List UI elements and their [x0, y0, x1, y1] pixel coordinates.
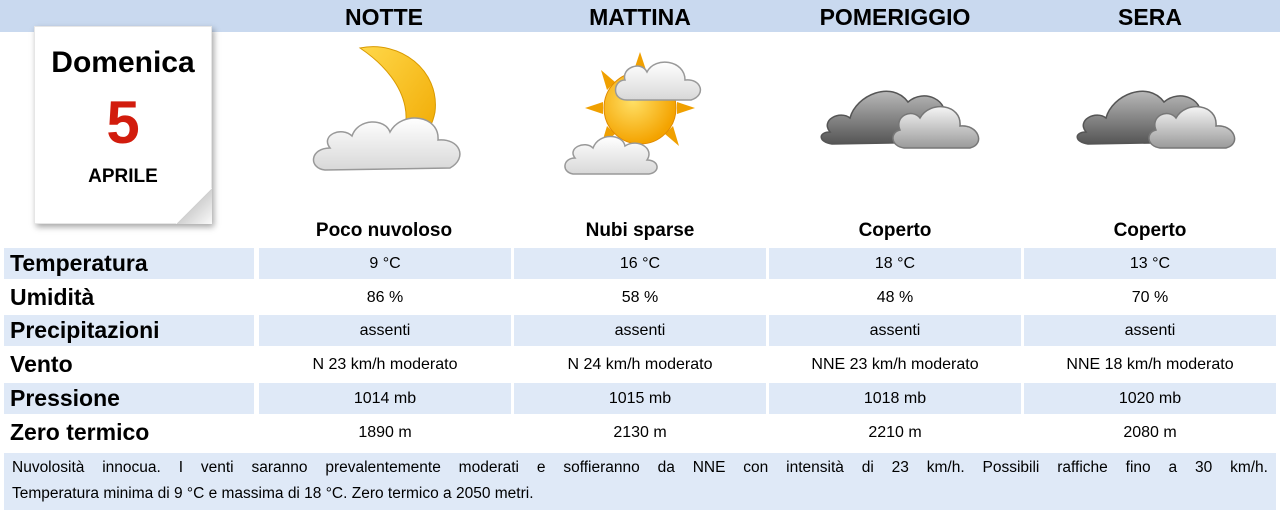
table-cell: assenti [259, 315, 511, 346]
forecast-note-line-2: Temperatura minima di 9 °C e massima di 18 °C. Zero termico a 2050 metri. [12, 485, 534, 502]
table-cell: 1890 m [358, 424, 412, 441]
table-cell: 2130 m [613, 424, 667, 441]
table-cell: assenti [1024, 315, 1276, 346]
table-cell: 1015 mb [514, 383, 766, 414]
table-cell: 1020 mb [1024, 383, 1276, 414]
table-row-vento [0, 349, 1280, 381]
table-cell: 70 % [1131, 289, 1169, 306]
table-cell: 2210 m [868, 424, 922, 441]
table-cell: NNE 18 km/h moderato [1066, 356, 1234, 373]
table-row-precipitazioni [0, 315, 1280, 347]
table-cell: 1018 mb [769, 383, 1021, 414]
table-cell: 1014 mb [259, 383, 511, 414]
table-row-zero-termico [0, 417, 1280, 449]
table-row-umidita [0, 282, 1280, 314]
calendar-page [34, 26, 212, 224]
condition-mattina: Nubi sparse [585, 220, 695, 241]
table-cell: 16 °C [514, 248, 766, 279]
row-label: Temperatura [4, 248, 254, 279]
table-cell: N 23 km/h moderato [312, 356, 458, 373]
row-label: Precipitazioni [4, 315, 254, 346]
row-label: Zero termico [10, 419, 150, 445]
calendar-weekday: Domenica [51, 46, 195, 79]
row-label: Pressione [4, 383, 254, 414]
table-cell: assenti [769, 315, 1021, 346]
condition-pomeriggio: Coperto [858, 220, 932, 241]
table-cell: 48 % [876, 289, 914, 306]
row-label: Umidità [10, 284, 95, 310]
table-cell: N 24 km/h moderato [567, 356, 713, 373]
forecast-note [4, 453, 1276, 510]
row-label: Vento [10, 351, 73, 377]
table-cell: 2080 m [1123, 424, 1177, 441]
table-cell: 18 °C [769, 248, 1021, 279]
table-cell: 9 °C [259, 248, 511, 279]
period-title-pomeriggio: POMERIGGIO [819, 4, 971, 30]
table-cell: NNE 23 km/h moderato [811, 356, 979, 373]
period-title-sera: SERA [1118, 4, 1182, 30]
overcast-icon [800, 40, 1000, 190]
moon-cloud-icon [290, 40, 490, 190]
calendar-day-number: 5 [106, 89, 140, 156]
forecast-note-line-1: Nuvolosità innocua. I venti saranno prevalentemente moderati e soffieranno da NNE con intensità di 23 km/h. Possibili raffiche fino a 30 km/h. [12, 459, 1268, 476]
table-cell: 13 °C [1024, 248, 1276, 279]
condition-notte: Poco nuvoloso [315, 220, 453, 241]
table-cell: assenti [514, 315, 766, 346]
calendar-month: APRILE [88, 166, 158, 187]
table-row-pressione [0, 383, 1280, 415]
table-cell: 86 % [366, 289, 404, 306]
condition-sera: Coperto [1113, 220, 1187, 241]
overcast-icon-2 [1056, 40, 1256, 190]
period-title-mattina: MATTINA [589, 4, 691, 30]
sun-cloud-icon [545, 40, 745, 190]
period-title-notte: NOTTE [345, 4, 423, 30]
table-cell: 58 % [621, 289, 659, 306]
table-row-temperatura [0, 248, 1280, 280]
